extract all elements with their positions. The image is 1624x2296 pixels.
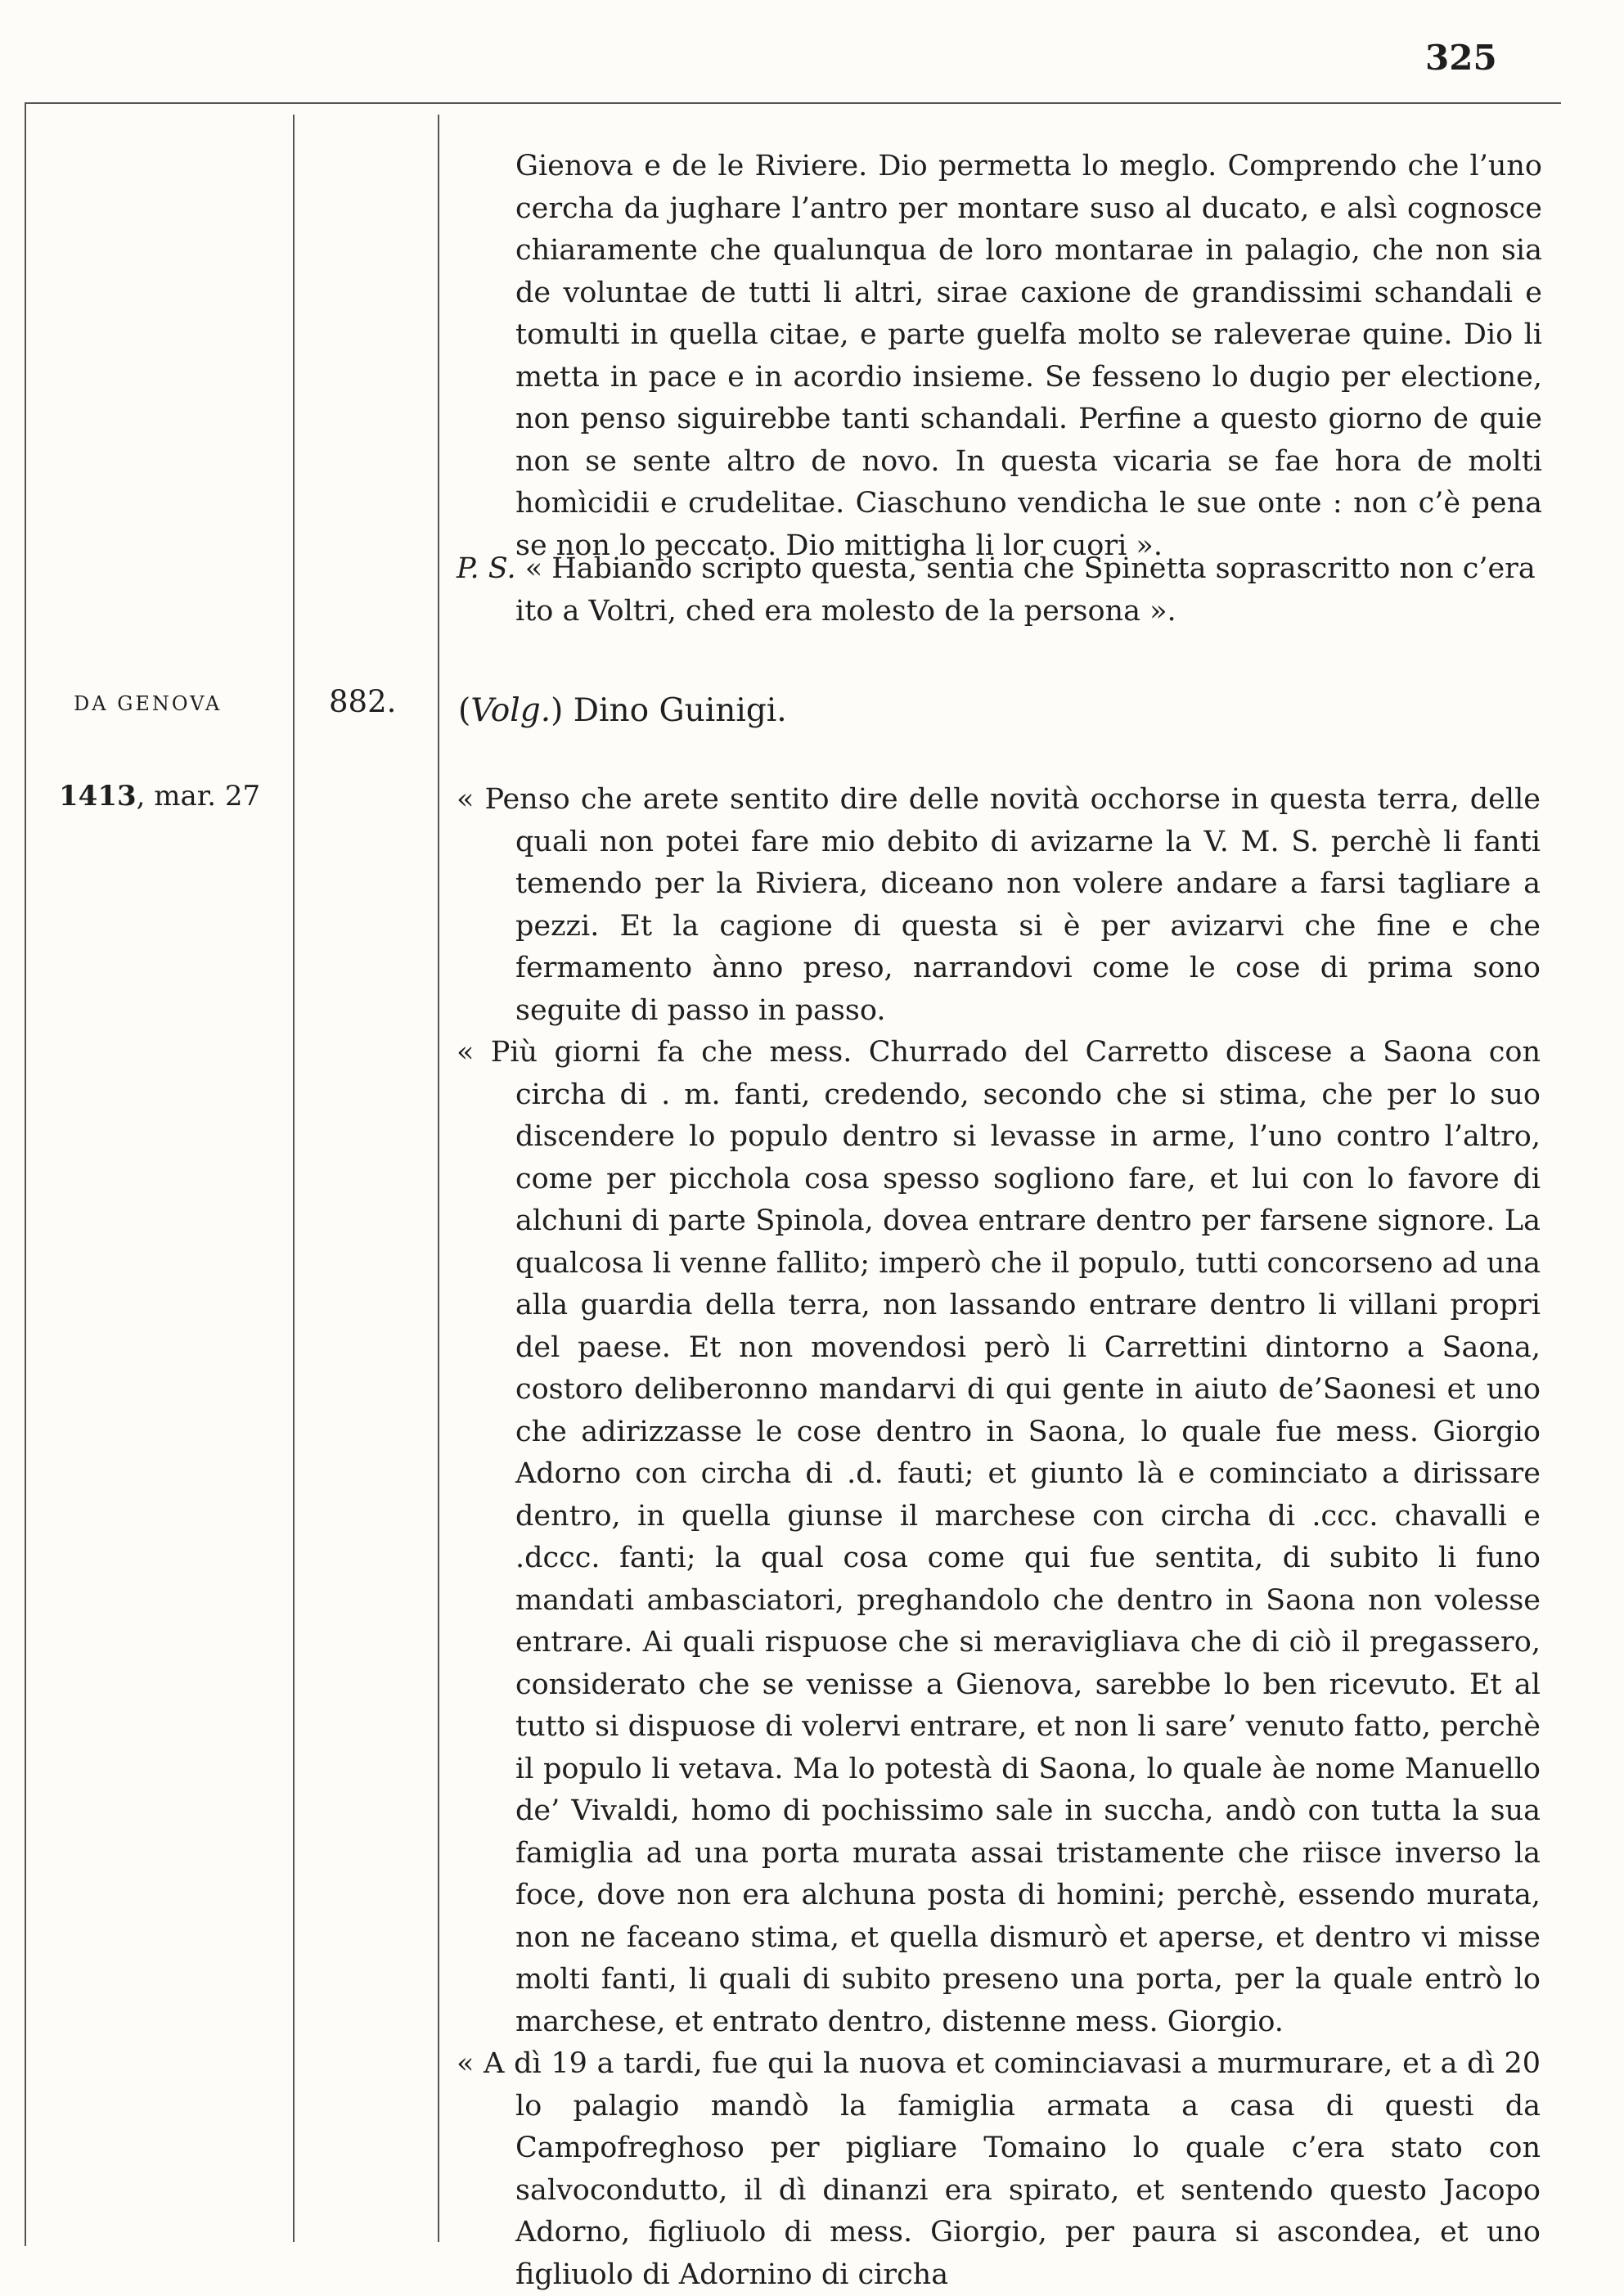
postscript	[457, 548, 1542, 633]
margin-date	[59, 780, 260, 813]
margin-place: DA GENOVA	[74, 692, 223, 715]
letter-body	[457, 779, 1541, 2296]
heading-text: Dino Guinigi.	[563, 692, 787, 729]
postscript-label: P. S.	[457, 552, 516, 585]
header-rule	[25, 102, 1561, 104]
page-number: 325	[1425, 38, 1497, 78]
letter-paragraph: « Più giorni fa che mess. Churrado del Carretto discese a Saona con circha di . m. fanti, credendo, secondo che si stima, che per lo suo discendere lo populo dentro si levasse in arme, l’uno contro l’altro, come per picchola cosa spesso sogliono fare, et lui con lo favore di alchuni di parte Spinola, dovea entrare dentro per farsene signore. La qualcosa li venne fallito; imperò che il populo, tutti concorseno ad una alla guardia della terra, non lassando entrare dentro li villani propri del paese. Et non movendosi però li Carrettini dintorno a Saona, costoro deliberonno mandarvi di qui gente in aiuto de’Saonesi et uno che adirizzasse le cose dentro in Saona, lo quale fue mess. Giorgio Adorno con circha di .d. fauti; et giunto là e cominciato a dirissare dentro, in quella giunse il marchese con circha di .ccc. chavalli e .dccc. fanti; la qual cosa come qui fue sentita, di subito li funo mandati ambasciatori, preghandolo che dentro in Saona non volesse entrare. Ai quali rispuose che si meravigliava che di ciò il pregassero, considerato che se venisse a Gienova, sarebbe lo ben ricevuto. Et al tutto si dispuose di volervi entrare, et non li sare’ venuto fatto, perchè il populo li vetava. Ma lo potestà di Saona, lo quale àe nome Manuello de’ Vivaldi, homo di pochissimo sale in succha, andò con tutta la sua famiglia ad una porta murata assai tristamente che riisce inverso la foce, dove non era alchuna posta di homini; perchè, essendo murata, non ne faceano stima, et quella dismurò et aperse, et dentro vi misse molti fanti, li quali di subito preseno una porta, per la quale entrò lo marchese, et entrato dentro, distenne mess. Giorgio.	[457, 1036, 1541, 2038]
margin-middle-rule	[293, 115, 295, 2242]
top-paragraph: Gienova e de le Riviere. Dio permetta lo meglo. Comprendo che l’uno cercha da jughare l’antro per montare suso al ducato, e alsì cognosce chiaramente che qualunqua de loro montarae in palagio, che non sia de voluntae de tutti li altri, sirae caxione de grandissimi schandali e tomulti in quella citae, e parte guelfa molto se raleverae quine. Dio li metta in pace e in acordio insieme. Se fesseno lo dugio per electione, non penso siguirebbe tanti schandali. Perfine a questo giorno de quie non se sente altro de novo. In questa vicaria se fae hora de molti homìcidii e crudelitae. Ciaschuno vendicha le sue onte : non c’è pena se non lo peccato. Dio mittigha li lor cuori ».	[515, 150, 1542, 562]
postscript-text: « Habiando scripto questa, sentia che Spinetta soprascritto non c’era ito a Voltri, ched era molesto de la persona ».	[515, 552, 1536, 628]
date-year: 1413	[59, 780, 137, 813]
margin-right-rule	[438, 115, 439, 2242]
date-rest: , mar. 27	[136, 780, 261, 813]
document-number: 882.	[329, 684, 397, 719]
letter-paragraph: « A dì 19 a tardi, fue qui la nuova et cominciavasi a murmurare, et a dì 20 lo palagio mandò la famiglia armata a casa di questi da Campofreghoso per pigliare Tomaino lo quale c’era stato con salvocondutto, il dì dinanzi era spirato, et sentendo questo Jacopo Adorno, figliuolo di mess. Giorgio, per paura si ascondea, et uno figliuolo di Adornino di circha	[457, 2047, 1541, 2291]
heading-italic: Volg.	[470, 692, 551, 729]
margin-left-rule	[25, 102, 26, 2246]
letter-paragraph: « Penso che arete sentito dire delle novità occhorse in questa terra, delle quali non potei fare mio debito di avizarne la V. M. S. perchè li fanti temendo per la Riviera, diceano non volere andare a farsi tagliare a pezzi. Et la cagione di questa si è per avizarvi che fine e che fermamento ànno preso, narrandovi come le cose di prima sono seguite di passo in passo.	[457, 783, 1541, 1027]
document-heading: (Volg.) Dino Guinigi.	[458, 692, 787, 729]
